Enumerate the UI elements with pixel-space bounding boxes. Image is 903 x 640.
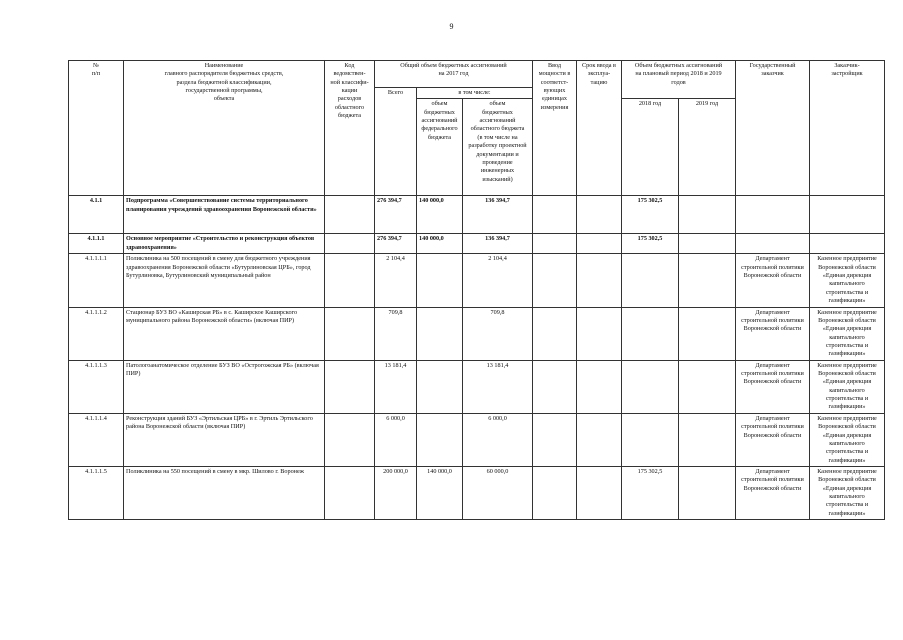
row-name: Основное мероприятие «Строительство и реконструкция объектов здравоохранения» — [124, 234, 325, 254]
header-total-2017: Общий объем бюджетных ассигнований на 2017 год — [375, 61, 533, 88]
row-developer: Казенное предприятие Воронежской области «Единая дирекция капитального строительства и газификации» — [810, 466, 885, 519]
row-total: 276 394,7 — [375, 234, 417, 254]
row-name: Поликлиника на 500 посещений в смену для бюджетного учреждения здравоохранения Воронежской области «Бутурлиновская ЦРБ», город Бутурлиновка, Бутурлиновский муниципальный район — [124, 254, 325, 307]
row-2018 — [622, 307, 679, 360]
row-name: Стационар БУЗ ВО «Каширская РБ» в с. Каширское Каширского муниципального района Воронежской области» (включая ПИР) — [124, 307, 325, 360]
row-num: 4.1.1.1.1 — [69, 254, 124, 307]
row-regional: 136 394,7 — [463, 234, 533, 254]
row-regional: 136 394,7 — [463, 196, 533, 234]
header-num: № п/п — [69, 61, 124, 196]
page-number: 9 — [449, 22, 454, 31]
row-developer: Казенное предприятие Воронежской области «Единая дирекция капитального строительства и газификации» — [810, 254, 885, 307]
header-capacity: Ввод мощности в соответст- вующих единицах измерения — [533, 61, 577, 196]
header-deadline: Срок ввода в эксплуа- тацию — [577, 61, 622, 196]
table-row — [69, 466, 885, 519]
header-2019: 2019 год — [679, 99, 736, 196]
row-2018 — [622, 254, 679, 307]
row-regional: 6 000,0 — [463, 413, 533, 466]
row-customer: Департамент строительной политики Воронежской области — [736, 466, 810, 519]
header-plan-period: Объем бюджетных ассигнований на плановый период 2018 и 2019 годов — [622, 61, 736, 99]
table-row — [69, 254, 885, 307]
row-2018 — [622, 360, 679, 413]
row-regional: 13 181,4 — [463, 360, 533, 413]
row-total: 6 000,0 — [375, 413, 417, 466]
row-name: Патологоанатомическое отделение БУЗ ВО «Острогожская РБ» (включая ПИР) — [124, 360, 325, 413]
row-regional: 60 000,0 — [463, 466, 533, 519]
row-developer: Казенное предприятие Воронежской области «Единая дирекция капитального строительства и газификации» — [810, 360, 885, 413]
row-federal — [417, 360, 463, 413]
row-regional: 2 104,4 — [463, 254, 533, 307]
row-num: 4.1.1 — [69, 196, 124, 234]
row-customer: Департамент строительной политики Воронежской области — [736, 307, 810, 360]
row-2018 — [622, 413, 679, 466]
row-federal — [417, 413, 463, 466]
row-name: Поликлиника на 550 посещений в смену в мкр. Шилово г. Воронеж — [124, 466, 325, 519]
row-num: 4.1.1.1.5 — [69, 466, 124, 519]
row-federal: 140 000,0 — [417, 234, 463, 254]
row-federal — [417, 307, 463, 360]
row-2018: 175 302,5 — [622, 196, 679, 234]
row-num: 4.1.1.1.2 — [69, 307, 124, 360]
table-row — [69, 360, 885, 413]
row-federal — [417, 254, 463, 307]
row-customer: Департамент строительной политики Воронежской области — [736, 413, 810, 466]
header-code: Код ведомствен- ной классифи- кации расходов областного бюджета — [325, 61, 375, 196]
row-name: Реконструкция зданий БУЗ «Эртильская ЦРБ» в г. Эртиль Эртильского района Воронежской области (включая ПИР) — [124, 413, 325, 466]
table-row — [69, 234, 885, 254]
header-name: Наименование главного распорядителя бюджетных средств, раздела бюджетной классификации, государственной программы, объекта — [124, 61, 325, 196]
row-federal: 140 000,0 — [417, 466, 463, 519]
table-row — [69, 413, 885, 466]
row-2018: 175 302,5 — [622, 466, 679, 519]
row-developer: Казенное предприятие Воронежской области «Единая дирекция капитального строительства и газификации» — [810, 413, 885, 466]
row-customer: Департамент строительной политики Воронежской области — [736, 254, 810, 307]
row-num: 4.1.1.1.4 — [69, 413, 124, 466]
budget-table — [68, 60, 885, 520]
row-total: 13 181,4 — [375, 360, 417, 413]
row-name: Подпрограмма «Совершенствование системы территориального планирования учреждений здравоохранения Воронежской области» — [124, 196, 325, 234]
row-customer: Департамент строительной политики Воронежской области — [736, 360, 810, 413]
header-customer: Государственный заказчик — [736, 61, 810, 196]
header-regional: объем бюджетных ассигнований областного бюджета (в том числе на разработку проектной документации и проведение инженерных изысканий) — [463, 99, 533, 196]
row-num: 4.1.1.1.3 — [69, 360, 124, 413]
row-federal: 140 000,0 — [417, 196, 463, 234]
header-developer: Заказчик- застройщик — [810, 61, 885, 196]
header-federal: объем бюджетных ассигнований федерального бюджета — [417, 99, 463, 196]
row-num: 4.1.1.1 — [69, 234, 124, 254]
row-total: 276 394,7 — [375, 196, 417, 234]
header-vsego: Всего — [375, 88, 417, 196]
row-total: 2 104,4 — [375, 254, 417, 307]
row-2018: 175 302,5 — [622, 234, 679, 254]
row-developer: Казенное предприятие Воронежской области «Единая дирекция капитального строительства и газификации» — [810, 307, 885, 360]
table-row — [69, 196, 885, 234]
header-2018: 2018 год — [622, 99, 679, 196]
row-regional: 709,8 — [463, 307, 533, 360]
row-total: 709,8 — [375, 307, 417, 360]
header-v-tom-chisle: в том числе: — [417, 88, 533, 99]
row-total: 200 000,0 — [375, 466, 417, 519]
table-row — [69, 307, 885, 360]
